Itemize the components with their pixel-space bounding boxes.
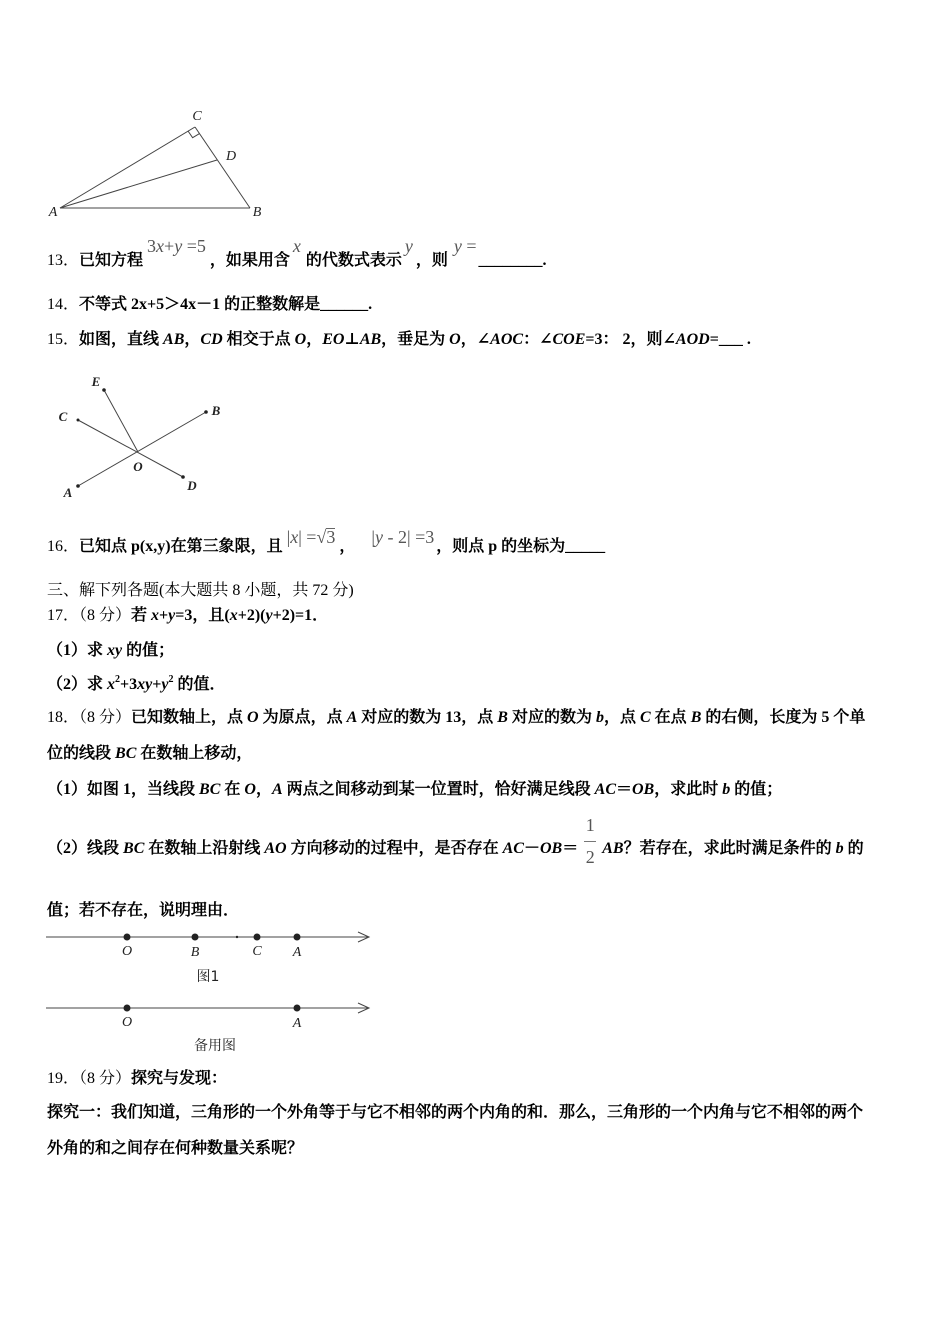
q18-text: ＝ [562,840,579,857]
q18-var: AB [602,840,624,857]
q17-var: y [265,607,273,624]
label-a: A [292,1016,302,1031]
spare-figure-caption: 备用图 [194,1038,236,1054]
q13-var-x: x [292,236,301,256]
label-b: B [190,945,200,960]
q17-text: 的值； [122,642,175,659]
q15-var: AB [163,331,185,348]
q13-text: ，则 [415,252,448,269]
q18-text: （2）线段 [47,840,124,857]
label-b: B [252,205,262,220]
q18-text: 在数轴上沿射线 [144,840,265,857]
label-d: D [187,478,197,493]
question-18-line-5 [47,901,239,921]
q17-text: + [152,676,162,693]
label-o: O [133,459,143,474]
q13-answer-expression [454,236,477,256]
eq-term: - 2 [382,527,407,547]
question-14 [47,295,372,315]
q17-text: （2）求 [47,676,108,693]
q18-text: ， [255,781,272,798]
q15-text: ⊥ [344,331,360,348]
side-ac [60,127,195,208]
q18-var: AC [502,840,524,857]
label-e: E [91,374,101,389]
q18-var: A [271,781,283,798]
abs-bar: | [371,527,375,547]
q18-var: A [346,709,358,726]
q18-var: B [497,709,508,726]
q18-var: b [595,709,604,726]
question-15 [47,330,751,350]
q13-var-y: y [404,236,413,256]
q17-var: y [168,607,176,624]
angle-symbol: ∠ [539,331,553,348]
q18-text: 在数轴上移动， [136,745,253,762]
q18-var: OB [539,840,563,857]
number-line-axis [46,932,369,942]
question-number: 16． [47,538,80,555]
q18-text: 的右侧，长度为 5 个单 [701,709,866,726]
question-18-part-1 [47,780,782,800]
q18-text: 为原点，点 [258,709,347,726]
eq-term: =5 [182,236,206,256]
q18-var: AO [264,840,287,857]
q18-text: 已知数轴上，点 [131,709,248,726]
eq-term: + [164,236,175,256]
q18-text: 在 [220,781,245,798]
q14-text: 不等式 2x+5＞4x－1 的正整数解是______. [79,296,373,313]
label-c: C [58,409,68,424]
label-a: A [48,205,58,220]
q17-var: y [161,676,169,693]
q18-var: O [244,781,256,798]
question-19-line-3 [47,1139,303,1159]
q18-text: 对应的数为 13，点 [357,709,498,726]
line-ab [78,412,206,486]
line-cd [78,420,183,477]
q17-text: +2)( [237,607,266,624]
label-a: A [292,945,302,960]
q15-text: ： [523,331,540,348]
segment-ad [60,160,217,208]
q18-text: 两点之间移动到某一位置时，恰好满足线段 [282,781,595,798]
eq-term: | = [298,527,317,547]
point-c [254,934,261,941]
label-o: O [121,944,133,959]
point-o [124,1005,131,1012]
question-number: 19．（8 分） [47,1070,132,1087]
eq-term: 3 [147,236,157,256]
q15-var: AOD [675,331,710,348]
q18-text: 方向移动的过程中，是否存在 [286,840,503,857]
q17-text: +2)=1． [272,607,329,624]
q16-text: ，则点 p 的坐标为_____ [436,538,606,555]
q18-text: 位的线段 [47,745,116,762]
q18-text: 对应的数为 [507,709,596,726]
q18-var: b [722,781,731,798]
q18-var: O [247,709,259,726]
question-19-line-2 [47,1103,863,1123]
figure-1-caption: 图1 [196,969,220,985]
q15-var: COE [552,331,586,348]
q19-text: 外角的和之间存在何种数量关系呢？ [47,1140,304,1157]
question-13 [47,236,547,271]
number-line-axis [46,1003,369,1013]
q18-var: AC [594,781,616,798]
q17-text: 的值． [173,676,226,693]
q18-var: BC [115,745,137,762]
q15-text: ，垂足为 [381,331,450,348]
point-a [76,484,80,488]
q17-var: x [107,676,116,693]
q18-var: B [690,709,702,726]
point-b [204,410,208,414]
ray-oe [104,390,138,452]
triangle-figure [40,100,280,225]
answer-blank: =___ . [709,331,751,348]
q18-var: OB [632,781,655,798]
q13-text: ，如果用含 [209,252,290,269]
triangle-lines [60,127,250,208]
number-line-figure-2 [40,996,380,1036]
exponent: 2 [168,674,174,685]
answer-blank: ________. [478,252,547,269]
q13-equation [147,236,206,256]
fraction-one-half [582,815,598,867]
q17-text: + [159,607,169,624]
q16-text: ， [339,538,356,555]
eq-var: x [156,236,165,256]
q15-var: CD [200,331,223,348]
exponent: 2 [115,674,121,685]
question-19 [47,1069,227,1089]
angle-symbol: ∠ [476,331,491,348]
q15-text: ， [306,331,323,348]
q17-text: =3，且( [175,607,230,624]
q15-text: 如图，直线 [79,331,164,348]
q17-text: （1）求 [47,642,108,659]
question-18-line-2 [47,744,252,764]
q18-text: ？若存在，求此时满足条件的 [623,840,836,857]
eq-var: y [174,236,183,256]
eq-var: x [290,527,299,547]
eq-term: = [461,236,477,256]
question-number: 18．（8 分） [47,709,132,726]
q19-title: 探究与发现： [131,1070,228,1087]
section-heading [47,581,354,601]
label-a: A [63,485,73,500]
point-c [77,419,80,422]
eq-var: y [453,236,462,256]
q17-var: xy [107,642,123,659]
q19-text: 探究一：我们知道，三角形的一个外角等于与它不相邻的两个内角的和．那么，三角形的一个内角与它不相邻的两个 [47,1104,864,1121]
q15-var: O [449,331,461,348]
section-title: 三、解下列各题(本大题共 8 小题，共 72 分) [47,582,354,599]
q17-text: +3 [120,676,138,693]
question-17-part-2 [47,675,226,697]
question-number: 17．（8 分） [47,607,132,624]
abs-bar: | [286,527,291,547]
fraction-numerator: 1 [585,815,595,835]
eq-term: | =3 [406,527,435,547]
q16-text: 已知点 p(x,y)在第三象限，且 [79,538,283,555]
question-17 [47,606,328,626]
q18-text: 值；若不存在，说明理由． [47,902,240,919]
q13-text: 的代数式表示 [305,252,402,269]
question-18-part-2 [47,815,864,867]
point-a [294,1005,301,1012]
q18-text: 的 [843,840,864,857]
number-line-figure-1 [40,925,380,965]
radical-sign: √ [316,527,327,547]
radicand: 3 [326,527,336,547]
question-number: 14． [47,296,80,313]
label-c: C [192,109,202,124]
label-d: D [225,149,237,164]
label-c: C [252,944,262,959]
q18-var: BC [199,781,221,798]
q15-var: EO [322,331,345,348]
q17-var: x [229,607,238,624]
abs-y-equation [371,527,434,547]
q15-var: O [294,331,307,348]
q18-text: ，点 [603,709,640,726]
question-16 [47,527,606,557]
question-number: 15． [47,331,80,348]
point-d [181,475,185,479]
q15-var: AB [359,331,382,348]
q18-text: ，求此时 [654,781,723,798]
fraction-denominator: 2 [585,847,595,867]
q18-var: BC [123,840,145,857]
fraction-bar [584,841,596,842]
question-number: 13． [47,252,80,269]
label-b: B [211,403,221,418]
point-e [102,388,106,392]
q18-text: （1）如图 1，当线段 [47,781,200,798]
q18-text: 的值； [730,781,783,798]
point-a [294,934,301,941]
side-cb [195,127,250,208]
q17-var: x [151,607,160,624]
intersecting-lines-figure [50,370,230,505]
q15-text: =3： 2，则∠ [585,331,676,348]
question-18-line-1 [47,708,865,728]
q15-text: ， [460,331,477,348]
q18-text: － [523,840,540,857]
point-o [124,934,131,941]
q18-var: C [640,709,651,726]
q17-text: 若 [131,607,152,624]
eq-var: y [374,527,383,547]
q18-text: 在点 [650,709,691,726]
point-b [192,934,199,941]
q17-var: xy [137,676,153,693]
right-angle-mark [188,131,199,138]
q13-text: 已知方程 [79,252,144,269]
abs-x-equation [287,527,336,547]
q18-var: b [835,840,844,857]
q15-var: AOC [490,331,524,348]
question-17-part-1 [47,641,174,661]
q15-text: ， [184,331,201,348]
tick-mark [236,936,238,938]
q15-text: 相交于点 [222,331,295,348]
q18-text: ＝ [615,781,632,798]
label-o: O [121,1015,133,1030]
